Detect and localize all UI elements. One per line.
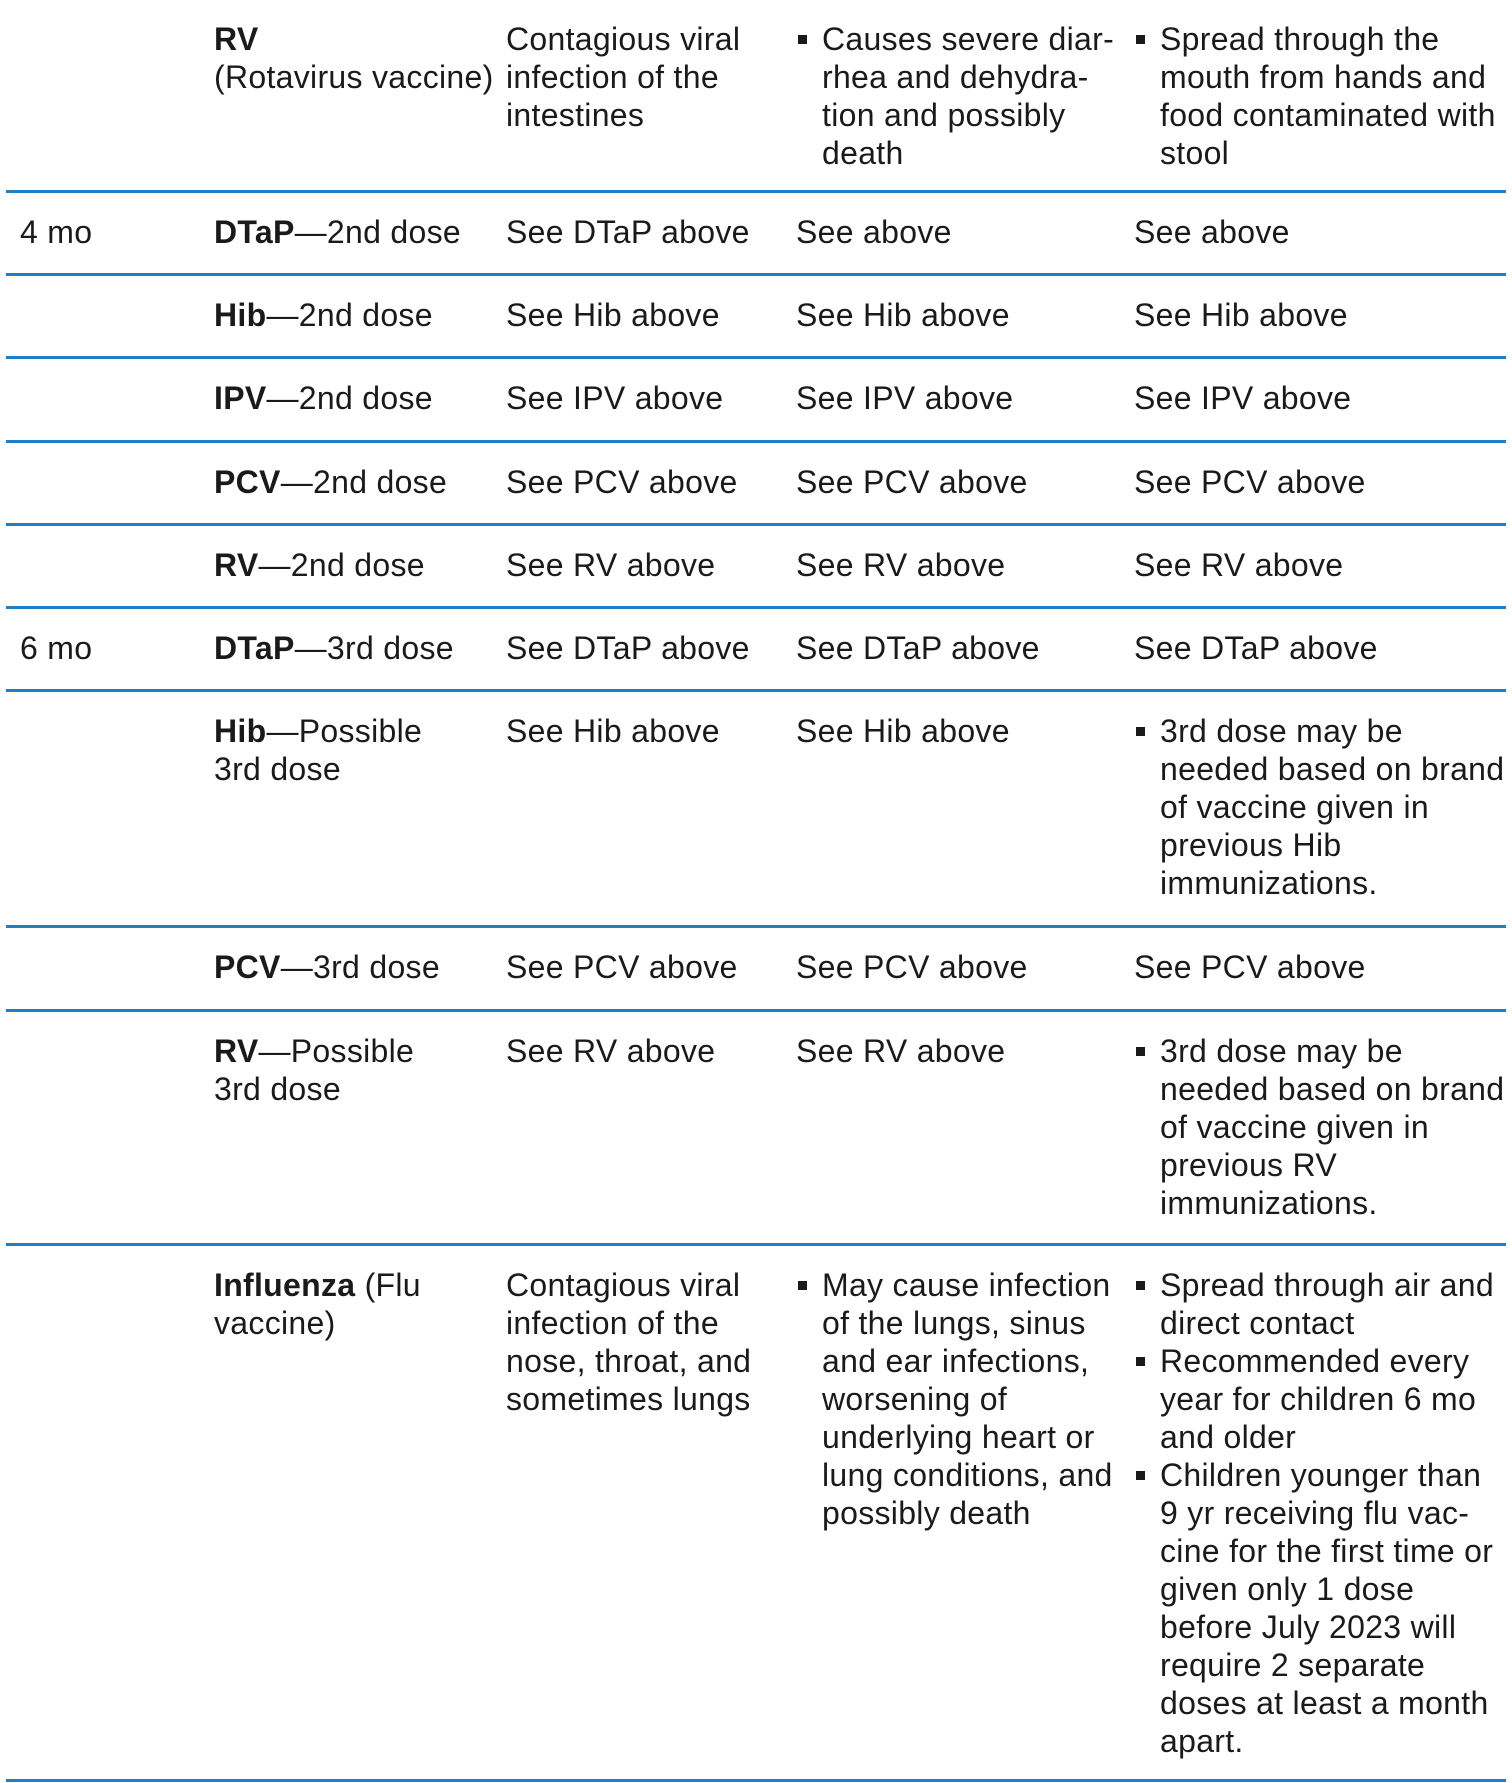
effects-cell: See Hib above <box>796 297 1010 333</box>
table-row <box>6 359 1506 443</box>
effects-cell: See IPV above <box>796 380 1014 416</box>
vaccine-detail: (Flu vaccine) <box>214 1267 421 1341</box>
effects-cell: See DTaP above <box>796 630 1040 666</box>
notes-bullet: 3rd dose may be needed based on brand of vaccine given in previous RV immunizations. <box>1134 1032 1506 1222</box>
disease-cell: Contagious viral infection of the intestines <box>506 21 741 133</box>
table-row <box>6 1246 1506 1782</box>
disease-cell: See RV above <box>506 1033 716 1069</box>
notes-cell: See PCV above <box>1134 464 1366 500</box>
vaccine-detail: —Possible 3rd dose <box>214 713 423 787</box>
disease-cell: See DTaP above <box>506 214 750 250</box>
table-row <box>6 443 1506 526</box>
vaccine-detail: —2nd dose <box>266 297 433 333</box>
notes-cell: See IPV above <box>1134 380 1352 416</box>
vaccine-detail: (Rotavirus vaccine) <box>214 59 494 95</box>
disease-cell: See IPV above <box>506 380 724 416</box>
vaccine-name: Hib <box>214 713 267 749</box>
table-row <box>6 609 1506 692</box>
effects-cell: See RV above <box>796 1033 1006 1069</box>
vaccine-detail: —Possible 3rd dose <box>214 1033 415 1107</box>
vaccine-name: DTaP <box>214 214 295 250</box>
table-row <box>6 1012 1506 1246</box>
effects-cell: See PCV above <box>796 464 1028 500</box>
vaccine-detail: —2nd dose <box>266 380 433 416</box>
vaccine-cell <box>214 20 494 96</box>
notes-cell <box>1134 1266 1506 1760</box>
vaccine-cell <box>214 463 494 501</box>
vaccine-cell <box>214 712 454 788</box>
disease-cell: See PCV above <box>506 949 738 985</box>
disease-cell: See PCV above <box>506 464 738 500</box>
immunization-table <box>6 0 1506 1782</box>
age-cell: 6 mo <box>20 630 93 666</box>
vaccine-cell <box>214 546 494 584</box>
effects-bullet: Causes severe diarrhea and dehydration and possibly death <box>796 20 1116 172</box>
table-row <box>6 0 1506 193</box>
vaccine-cell <box>214 1032 454 1108</box>
vaccine-name: IPV <box>214 380 267 416</box>
vaccine-cell <box>214 629 494 667</box>
effects-cell: See PCV above <box>796 949 1028 985</box>
notes-cell <box>1134 1032 1506 1222</box>
table-row <box>6 276 1506 359</box>
table-row <box>6 692 1506 928</box>
disease-cell: See Hib above <box>506 713 720 749</box>
vaccine-detail: —2nd dose <box>280 464 448 500</box>
vaccine-name: Hib <box>214 297 267 333</box>
notes-bullet: 3rd dose may be needed based on brand of vaccine given in previous Hib immunizations. <box>1134 712 1506 902</box>
vaccine-name: RV <box>214 21 259 57</box>
effects-bullet: May cause infection of the lungs, sinus and ear infections, worsening of underlying heart or lung conditions, and possibly death <box>796 1266 1116 1532</box>
notes-bullet: Spread through the mouth from hands and food contaminated with stool <box>1134 20 1506 172</box>
notes-cell: See PCV above <box>1134 949 1366 985</box>
disease-cell: See RV above <box>506 547 716 583</box>
notes-cell: See DTaP above <box>1134 630 1378 666</box>
vaccine-name: DTaP <box>214 630 295 666</box>
notes-bullet: Spread through air and direct contact <box>1134 1266 1506 1342</box>
vaccine-cell <box>214 948 494 986</box>
age-cell: 4 mo <box>20 214 93 250</box>
disease-cell: See Hib above <box>506 297 720 333</box>
vaccine-cell <box>214 213 494 251</box>
notes-cell: See Hib above <box>1134 297 1348 333</box>
vaccine-name: PCV <box>214 464 281 500</box>
vaccine-cell <box>214 296 494 334</box>
vaccine-name: RV <box>214 547 259 583</box>
notes-cell <box>1134 20 1506 172</box>
vaccine-name: Influenza <box>214 1267 356 1303</box>
vaccine-detail: —2nd dose <box>294 214 461 250</box>
notes-bullet: Recommended every year for children 6 mo and older <box>1134 1342 1506 1456</box>
vaccine-name: PCV <box>214 949 281 985</box>
effects-cell: See above <box>796 214 952 250</box>
table-row <box>6 928 1506 1012</box>
notes-cell <box>1134 712 1506 902</box>
effects-cell: See Hib above <box>796 713 1010 749</box>
disease-cell: See DTaP above <box>506 630 750 666</box>
effects-cell: See RV above <box>796 547 1006 583</box>
vaccine-name: RV <box>214 1033 259 1069</box>
vaccine-detail: —3rd dose <box>280 949 440 985</box>
table-row <box>6 526 1506 609</box>
vaccine-detail: —3rd dose <box>294 630 454 666</box>
effects-cell <box>796 20 1116 172</box>
table-row <box>6 193 1506 276</box>
notes-cell: See above <box>1134 214 1290 250</box>
notes-cell: See RV above <box>1134 547 1344 583</box>
vaccine-cell <box>214 379 494 417</box>
notes-bullet: Children younger than 9 yr receiving flu vaccine for the first time or given only 1 dose before July 2023 will require 2 separate doses at least a month apart. <box>1134 1456 1506 1760</box>
effects-cell <box>796 1266 1116 1532</box>
disease-cell: Contagious viral infection of the nose, throat, and sometimes lungs <box>506 1267 752 1417</box>
vaccine-detail: —2nd dose <box>258 547 425 583</box>
vaccine-cell <box>214 1266 444 1342</box>
